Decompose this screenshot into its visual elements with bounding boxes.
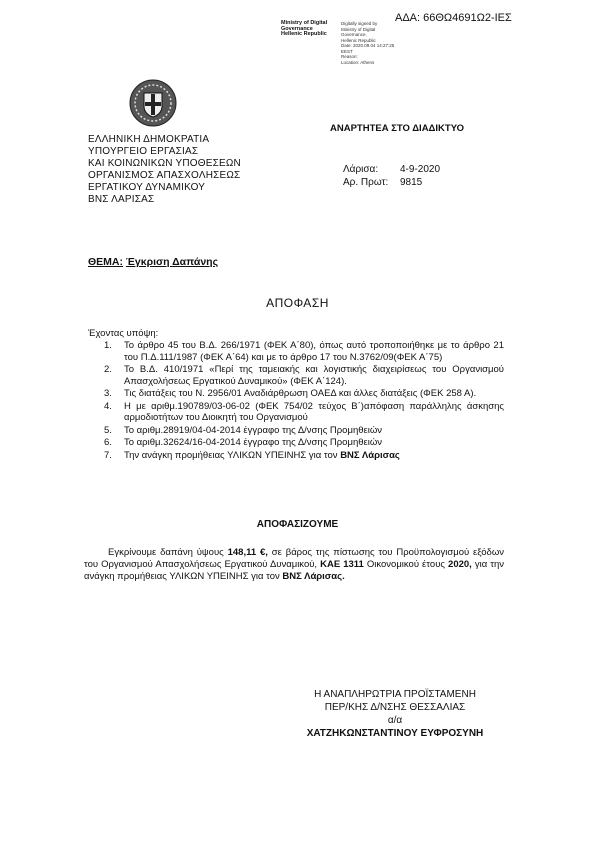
header-line: ΕΛΛΗΝΙΚΗ ΔΗΜΟΚΡΑΤΙΑ (88, 134, 210, 145)
sig-left-line: Governance (281, 25, 313, 32)
item-number: 5. (104, 424, 112, 436)
sig-right-line: Date: 2020.09.04 14:27:25 (341, 43, 395, 48)
sig-right-line: EEST (341, 48, 353, 54)
header-line: ΟΡΓΑΝΙΣΜΟΣ ΑΠΑΣΧΟΛΗΣΕΩΣ (88, 170, 241, 181)
item-text: Το αριθμ.28919/04-04-2014 έγγραφο της Δ/νσης Προμηθειών (124, 424, 383, 436)
protocol-row (343, 176, 440, 189)
decision-body (84, 547, 504, 583)
signature-left (281, 21, 339, 38)
list-item (104, 450, 504, 462)
item-number: 6. (104, 437, 112, 448)
header-line: ΚΑΙ ΚΟΙΝΩΝΙΚΩΝ ΥΠΟΘΕΣΕΩΝ (88, 158, 241, 169)
considering-label: Έχοντας υπόψη: (88, 328, 159, 339)
sig-left-line: Hellenic Republic (281, 31, 327, 37)
sig-right-line: Digitally signed by (341, 21, 378, 26)
item-text: Το άρθρο 45 του Β.Δ. 266/1971 (ΦΕΚ Α΄80), όπως αυτό τροποποιήθηκε με το άρθρο 21 του Π.Δ.111/1987 (ΦΕΚ Α΄64) και με το άρθρο 17 του Ν.3762/09(ΦΕΚ Α΄75) (124, 340, 504, 363)
body-place: ΒΝΣ Λάρισας. (282, 571, 345, 582)
decide-title: ΑΠΟΦΑΣΙΖΟΥΜΕ (256, 519, 339, 530)
date-value: 4-9-2020 (400, 164, 441, 175)
sig-left-line: Ministry of Digital (281, 20, 328, 26)
amount: 148,11 €, (227, 547, 268, 558)
item-bold-tail: ΒΝΣ Λάρισας (340, 449, 400, 461)
item-number: 3. (104, 388, 112, 399)
list-item (104, 401, 504, 424)
kae-code: ΚΑΕ 1311 (320, 559, 364, 570)
header-line: ΕΡΓΑΤΙΚΟΥ ΔΥΝΑΜΙΚΟΥ (88, 182, 206, 193)
item-text: Το Β.Δ. 410/1971 «Περί της ταμειακής και λογιστικής διαχειρίσεως του Οργανισμού Απασχολήσεως Εργατικού Δυναμικού» (ΦΕΚ Α΄124). (124, 364, 504, 387)
protocol-label: Αρ. Πρωτ: (343, 177, 389, 188)
greek-coat-of-arms-icon (128, 78, 178, 128)
signer-department: ΠΕΡ/ΚΗΣ Δ/ΝΣΗΣ ΘΕΣΣΑΛΙΑΣ (324, 702, 466, 713)
list-item (104, 388, 504, 400)
item-number: 2. (104, 364, 112, 375)
publish-note: ΑΝΑΡΤΗΤΕΑ ΣΤΟ ΔΙΑΔΙΚΤΥΟ (330, 123, 465, 134)
sig-right-line: Ministry of Digital (341, 26, 376, 32)
subject-label: ΘΕΜΑ: (88, 256, 123, 268)
item-number: 4. (104, 400, 112, 412)
signer-capacity: α/α (387, 715, 403, 726)
list-item (104, 437, 504, 449)
body-text-3: Οικονομικού έτους (366, 559, 445, 570)
item-number: 7. (104, 449, 112, 461)
sig-right-line: Reason: (341, 54, 358, 59)
body-text-2: σε βάρος της πίστωσης του Προϋπολογισμού εξόδων του Οργανισμού Απασχολήσεως Εργατικού Δυναμικού, (84, 547, 505, 570)
item-text: Την ανάγκη προμήθειας ΥΛΙΚΩΝ ΥΠΕΙΝΗΣ για τον (124, 449, 338, 461)
decision-paragraph (84, 547, 504, 583)
list-item (104, 340, 504, 363)
signer-name: ΧΑΤΖΗΚΩΝΣΤΑΝΤΙΝΟΥ ΕΥΦΡΟΣΥΝΗ (306, 728, 484, 739)
item-text: Η με αριθμ.190789/03-06-02 (ΦΕΚ 754/02 τεύχος Β΄)απόφαση παράλληλης άσκησης αρμοδιοτήτων του Διοικητή του Οργανισμού (124, 400, 504, 423)
place-label: Λάρισα: (343, 164, 379, 175)
sig-right-line: Governance, (341, 32, 367, 37)
sig-right-line: Location: Athens (341, 59, 375, 65)
header-line: ΥΠΟΥΡΓΕΙΟ ΕΡΓΑΣΙΑΣ (88, 146, 199, 157)
ada-code: ΑΔΑ: 66ΘΩ4691Ω2-ΙΕΣ (395, 12, 512, 24)
subject-text: Έγκριση Δαπάνης (125, 256, 219, 268)
body-text-1: Εγκρίνουμε δαπάνη ύψους (108, 547, 224, 558)
item-text: Τις διατάξεις του Ν. 2956/01 Αναδιάρθρωση ΟΑΕΔ και άλλες διατάξεις (ΦΕΚ 258 Α). (124, 388, 477, 399)
signature-block (250, 688, 540, 740)
list-item (104, 364, 504, 387)
protocol-number: 9815 (400, 177, 423, 188)
item-text: Το αριθμ.32624/16-04-2014 έγγραφο της Δ/νσης Προμηθειών (124, 437, 383, 448)
header-line: ΒΝΣ ΛΑΡΙΣΑΣ (88, 194, 155, 205)
item-number: 1. (104, 340, 112, 351)
issuer-header (88, 134, 241, 206)
date-row (343, 163, 440, 176)
signer-title: Η ΑΝΑΠΛΗΡΩΤΡΙΑ ΠΡΟΪΣΤΑΜΕΝΗ (314, 689, 476, 700)
signature-right (341, 21, 421, 65)
decision-title: ΑΠΟΦΑΣΗ (266, 296, 329, 310)
subject-line (88, 256, 218, 268)
fiscal-year: 2020, (448, 559, 472, 570)
body-text-4: για την ανάγκη προμήθειας ΥΛΙΚΩΝ ΥΠΕΙΝΗΣ για τον (84, 559, 505, 582)
list-item (104, 425, 504, 437)
considerations-list (104, 340, 504, 462)
sig-right-line: Hellenic Republic (341, 37, 376, 43)
document-meta (343, 163, 440, 189)
